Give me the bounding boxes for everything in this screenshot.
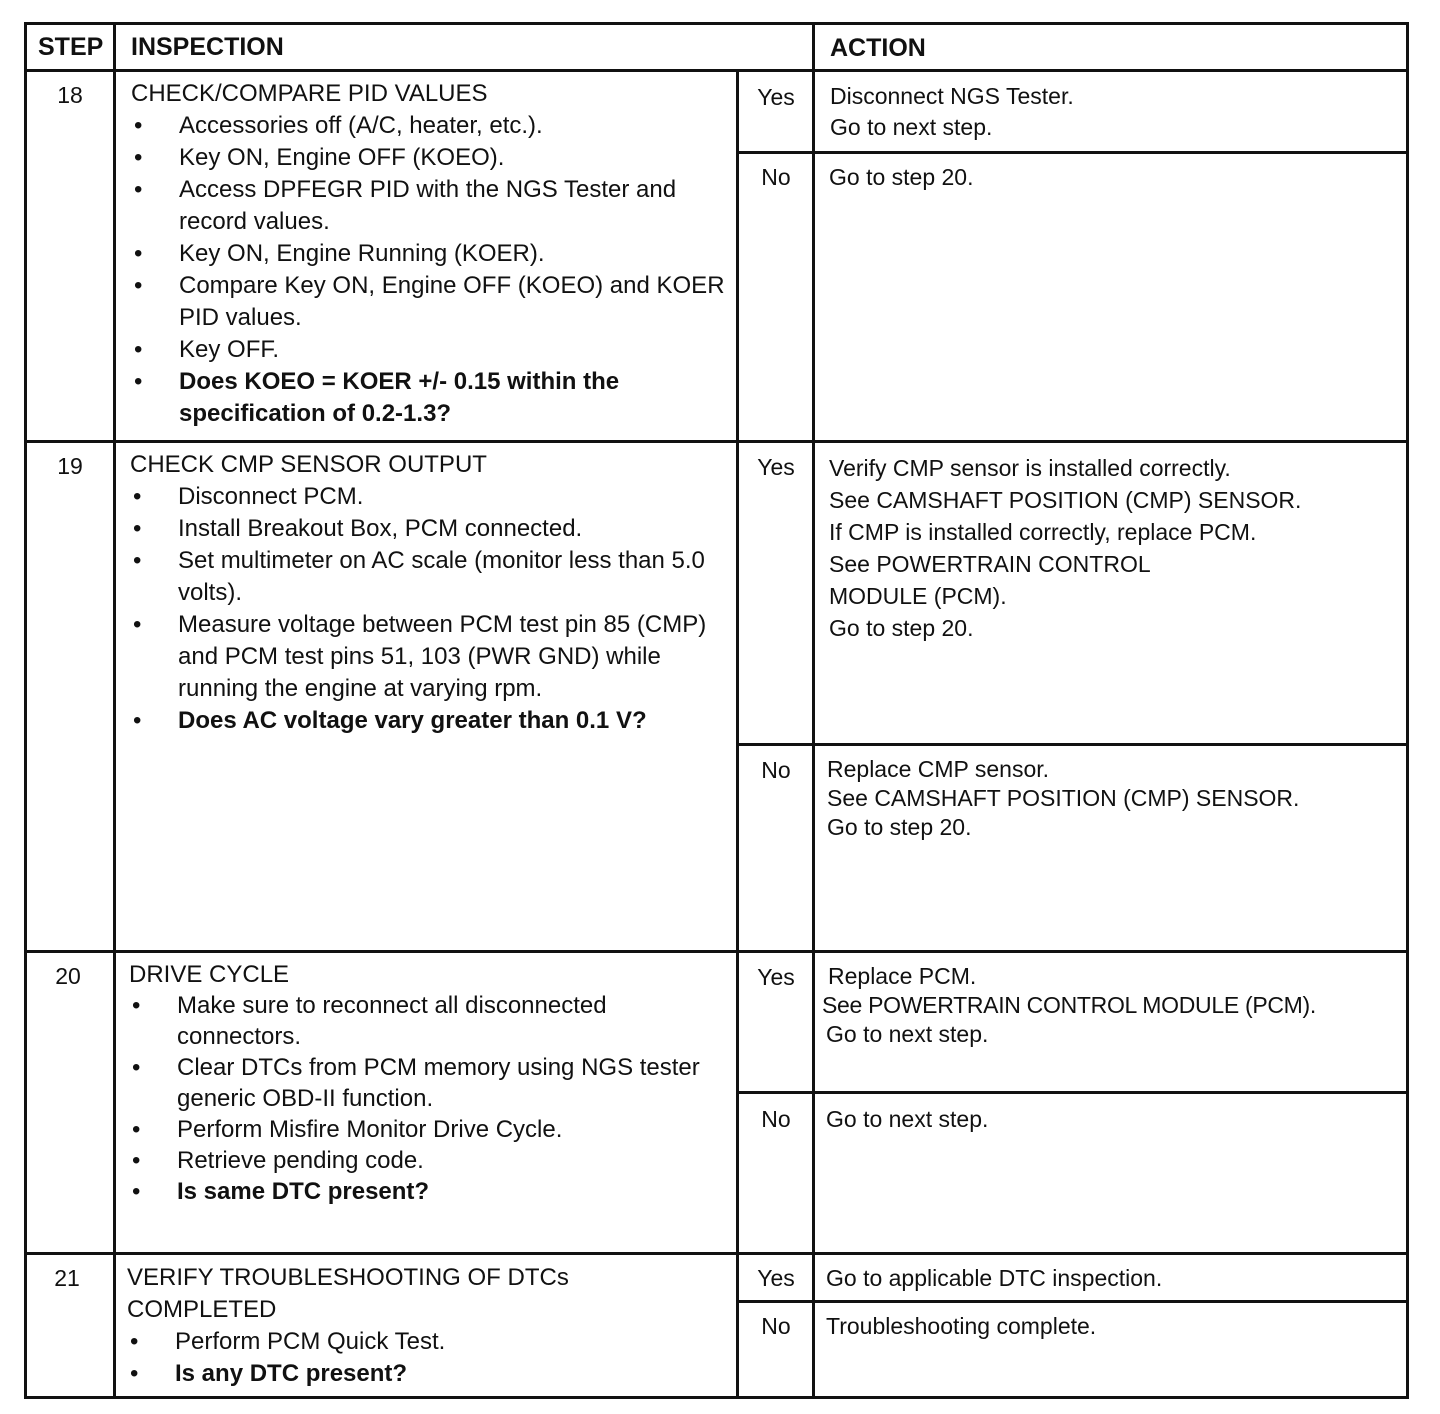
inspection-cell xyxy=(131,78,731,430)
yes-action xyxy=(830,81,1074,143)
step-number: 19 xyxy=(57,453,83,479)
border-top xyxy=(24,22,1409,25)
bullet-icon: • xyxy=(134,272,143,299)
action-line: Go to next step. xyxy=(830,114,993,140)
row-divider-19-20 xyxy=(24,950,1409,953)
inspection-bullets xyxy=(127,1326,727,1390)
bullet-icon: • xyxy=(132,992,141,1019)
bullet-text: Disconnect PCM. xyxy=(178,483,364,510)
inspection-title: CHECK CMP SENSOR OUTPUT xyxy=(130,451,487,478)
yes-no-divider-19 xyxy=(738,743,1409,746)
bullet-icon: • xyxy=(134,176,143,203)
bullet-item xyxy=(131,142,731,174)
bullet-icon: • xyxy=(133,483,142,510)
bullet-icon: • xyxy=(134,112,143,139)
action-column-divider xyxy=(812,22,815,1399)
no-label: No xyxy=(761,1106,791,1132)
no-label: No xyxy=(761,164,791,190)
header-inspection: INSPECTION xyxy=(131,33,284,61)
action-line: Verify CMP sensor is installed correctly. xyxy=(829,455,1231,481)
bullet-icon: • xyxy=(130,1360,139,1387)
no-action xyxy=(827,755,1299,842)
action-line: Disconnect NGS Tester. xyxy=(830,83,1074,109)
bullet-icon: • xyxy=(134,144,143,171)
no-action xyxy=(829,162,973,193)
bullet-icon: • xyxy=(134,240,143,267)
inspection-cell xyxy=(129,959,729,1207)
yes-action xyxy=(826,1263,1162,1294)
header-divider xyxy=(24,69,1409,72)
yes-action xyxy=(822,962,1316,1049)
bullet-item xyxy=(130,513,730,545)
bullet-text: Accessories off (A/C, heater, etc.). xyxy=(179,112,543,139)
action-line: Go to step 20. xyxy=(829,615,974,641)
bullet-text: Install Breakout Box, PCM connected. xyxy=(178,515,583,542)
bullet-icon: • xyxy=(134,368,143,395)
bullet-item xyxy=(131,174,731,238)
question-text: Is same DTC present? xyxy=(177,1178,430,1205)
yes-label: Yes xyxy=(757,84,795,110)
yes-no-divider-18 xyxy=(738,151,1409,154)
action-line: Replace CMP sensor. xyxy=(827,756,1050,782)
bullet-text: Perform PCM Quick Test. xyxy=(175,1328,446,1355)
row-divider-20-21 xyxy=(24,1252,1409,1255)
action-line: See POWERTRAIN CONTROL xyxy=(829,551,1151,577)
bullet-item xyxy=(131,334,731,366)
inspection-bullets xyxy=(129,990,729,1207)
border-right xyxy=(1406,22,1409,1399)
no-label: No xyxy=(761,757,791,783)
inspection-title: CHECK/COMPARE PID VALUES xyxy=(131,80,488,107)
action-line: See POWERTRAIN CONTROL MODULE (PCM). xyxy=(822,992,1316,1018)
bullet-icon: • xyxy=(132,1147,141,1174)
bullet-text: Access DPFEGR PID with the NGS Tester and record values. xyxy=(179,176,677,235)
row-divider-18-19 xyxy=(24,440,1409,443)
bullet-text: Perform Misfire Monitor Drive Cycle. xyxy=(177,1116,563,1143)
bullet-icon: • xyxy=(134,336,143,363)
action-line: See CAMSHAFT POSITION (CMP) SENSOR. xyxy=(829,487,1302,513)
bullet-item xyxy=(131,238,731,270)
yes-no-divider-20 xyxy=(738,1091,1409,1094)
bullet-text: Key ON, Engine OFF (KOEO). xyxy=(179,144,505,171)
inspection-cell xyxy=(130,449,730,737)
action-line: If CMP is installed correctly, replace PCM. xyxy=(829,519,1257,545)
action-line: Go to next step. xyxy=(826,1021,989,1047)
bullet-icon: • xyxy=(130,1328,139,1355)
action-line: Troubleshooting complete. xyxy=(826,1313,1097,1339)
yes-label: Yes xyxy=(757,964,795,990)
action-line: Go to step 20. xyxy=(827,814,972,840)
inspection-cell xyxy=(127,1262,727,1390)
action-line: See CAMSHAFT POSITION (CMP) SENSOR. xyxy=(827,785,1300,811)
bullet-text: Clear DTCs from PCM memory using NGS tester generic OBD-II function. xyxy=(177,1054,700,1112)
bullet-text: Set multimeter on AC scale (monitor less than 5.0 volts). xyxy=(178,547,705,606)
bullet-icon: • xyxy=(132,1116,141,1143)
bullet-item xyxy=(127,1326,727,1358)
yes-no-divider-21 xyxy=(738,1300,1409,1303)
yes-label: Yes xyxy=(757,454,795,480)
bullet-item xyxy=(129,1052,729,1114)
inspection-bullets xyxy=(130,481,730,737)
step-number: 21 xyxy=(54,1265,80,1291)
bullet-icon: • xyxy=(132,1178,141,1205)
inspection-title: VERIFY TROUBLESHOOTING OF DTCs COMPLETED xyxy=(127,1264,576,1323)
question-text: Does AC voltage vary greater than 0.1 V? xyxy=(178,707,647,734)
question-text: Is any DTC present? xyxy=(175,1360,408,1387)
header-action: ACTION xyxy=(830,34,926,62)
bullet-item xyxy=(130,545,730,609)
question-item xyxy=(130,705,730,737)
bullet-item xyxy=(129,990,729,1052)
yes-action xyxy=(829,452,1301,644)
bullet-text: Measure voltage between PCM test pin 85 (CMP) and PCM test pins 51, 103 (PWR GND) while running the engine at varying rpm. xyxy=(178,611,707,702)
bullet-item xyxy=(130,481,730,513)
bullet-item xyxy=(130,609,730,705)
bullet-icon: • xyxy=(133,515,142,542)
bullet-item xyxy=(129,1114,729,1145)
bullet-item xyxy=(131,270,731,334)
no-action xyxy=(826,1104,988,1135)
bullet-text: Key ON, Engine Running (KOER). xyxy=(179,240,545,267)
step-number: 18 xyxy=(57,82,83,108)
question-text: Does KOEO = KOER +/- 0.15 within the specification of 0.2-1.3? xyxy=(179,368,620,427)
bullet-text: Key OFF. xyxy=(179,336,280,363)
no-label: No xyxy=(761,1313,791,1339)
header-step: STEP xyxy=(38,33,104,61)
border-left xyxy=(24,22,27,1399)
bullet-item xyxy=(131,110,731,142)
action-line: Go to step 20. xyxy=(829,164,974,190)
inspection-title: DRIVE CYCLE xyxy=(129,961,290,988)
bullet-text: Retrieve pending code. xyxy=(177,1147,424,1174)
bullet-icon: • xyxy=(133,707,142,734)
question-item xyxy=(131,366,731,430)
bullet-icon: • xyxy=(132,1054,141,1081)
question-item xyxy=(129,1176,729,1207)
yes-label: Yes xyxy=(757,1265,795,1291)
action-line: Replace PCM. xyxy=(828,963,977,989)
border-bottom xyxy=(24,1396,1409,1399)
question-item xyxy=(127,1358,727,1390)
action-line: Go to applicable DTC inspection. xyxy=(826,1265,1163,1291)
no-action xyxy=(826,1311,1096,1342)
step-number: 20 xyxy=(55,963,81,989)
inspection-yn-divider xyxy=(736,69,739,1399)
action-line: MODULE (PCM). xyxy=(829,583,1007,609)
inspection-bullets xyxy=(131,110,731,430)
bullet-text: Make sure to reconnect all disconnected connectors. xyxy=(177,992,607,1050)
bullet-icon: • xyxy=(133,611,142,638)
bullet-item xyxy=(129,1145,729,1176)
step-column-divider xyxy=(113,22,116,1399)
bullet-text: Compare Key ON, Engine OFF (KOEO) and KOER PID values. xyxy=(179,272,725,331)
action-line: Go to next step. xyxy=(826,1106,989,1132)
bullet-icon: • xyxy=(133,547,142,574)
